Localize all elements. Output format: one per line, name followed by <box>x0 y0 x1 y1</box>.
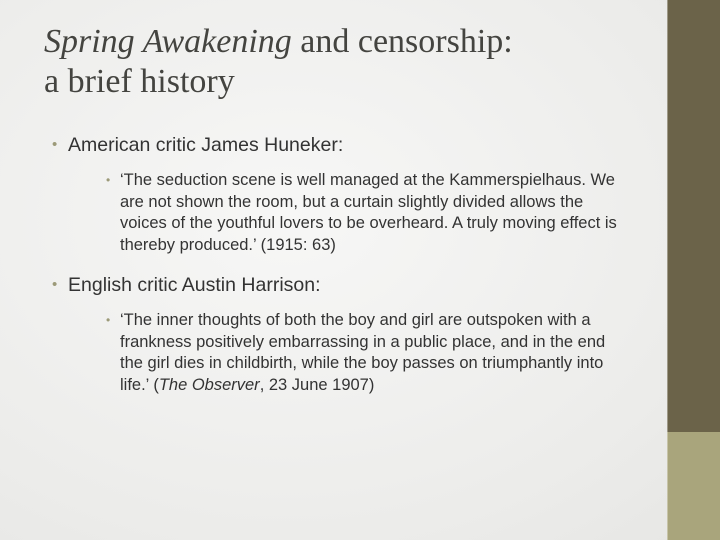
sub-bullet-dot: • <box>106 173 111 187</box>
quote-text: ‘The seduction scene is well managed at the Kammerspielhaus. We are not shown the room, but a curtain slightly divided allows the voices of the youthful lovers to be overheard. A truly moving effect is thereby produced.’ (1915: 63) <box>120 171 617 254</box>
bullet-dot: • <box>52 136 58 153</box>
side-band-edge <box>667 0 668 540</box>
side-accent-band <box>667 0 720 540</box>
side-accent-band-lower <box>667 432 720 540</box>
quote-harrison <box>106 310 632 396</box>
bullet-dot: • <box>52 276 58 293</box>
quote-source: The Observer <box>158 375 260 394</box>
quote-text-start: ‘The inner thoughts of both the boy and girl are outspoken with a frankness positively embarrassing in a public place, and in the end the girl dies in childbirth, while the boy passes on triumphantly into life.’ ( <box>120 311 606 394</box>
bullet-heading: American critic James Huneker: <box>68 134 344 156</box>
quote-huneker <box>106 170 632 256</box>
bullet-harrison <box>52 272 632 298</box>
side-accent-band-upper <box>667 0 720 432</box>
sub-bullet-dot: • <box>106 313 111 327</box>
title-line-2: a brief history <box>44 63 235 100</box>
bullet-huneker <box>52 132 632 158</box>
title-rest: and censorship: <box>291 23 513 60</box>
title-italic-part: Spring Awakening <box>44 23 292 60</box>
bullet-heading: English critic Austin Harrison: <box>68 274 321 296</box>
quote-text-end: , 23 June 1907) <box>259 375 375 394</box>
slide-title <box>44 22 644 102</box>
slide-body <box>52 132 632 412</box>
